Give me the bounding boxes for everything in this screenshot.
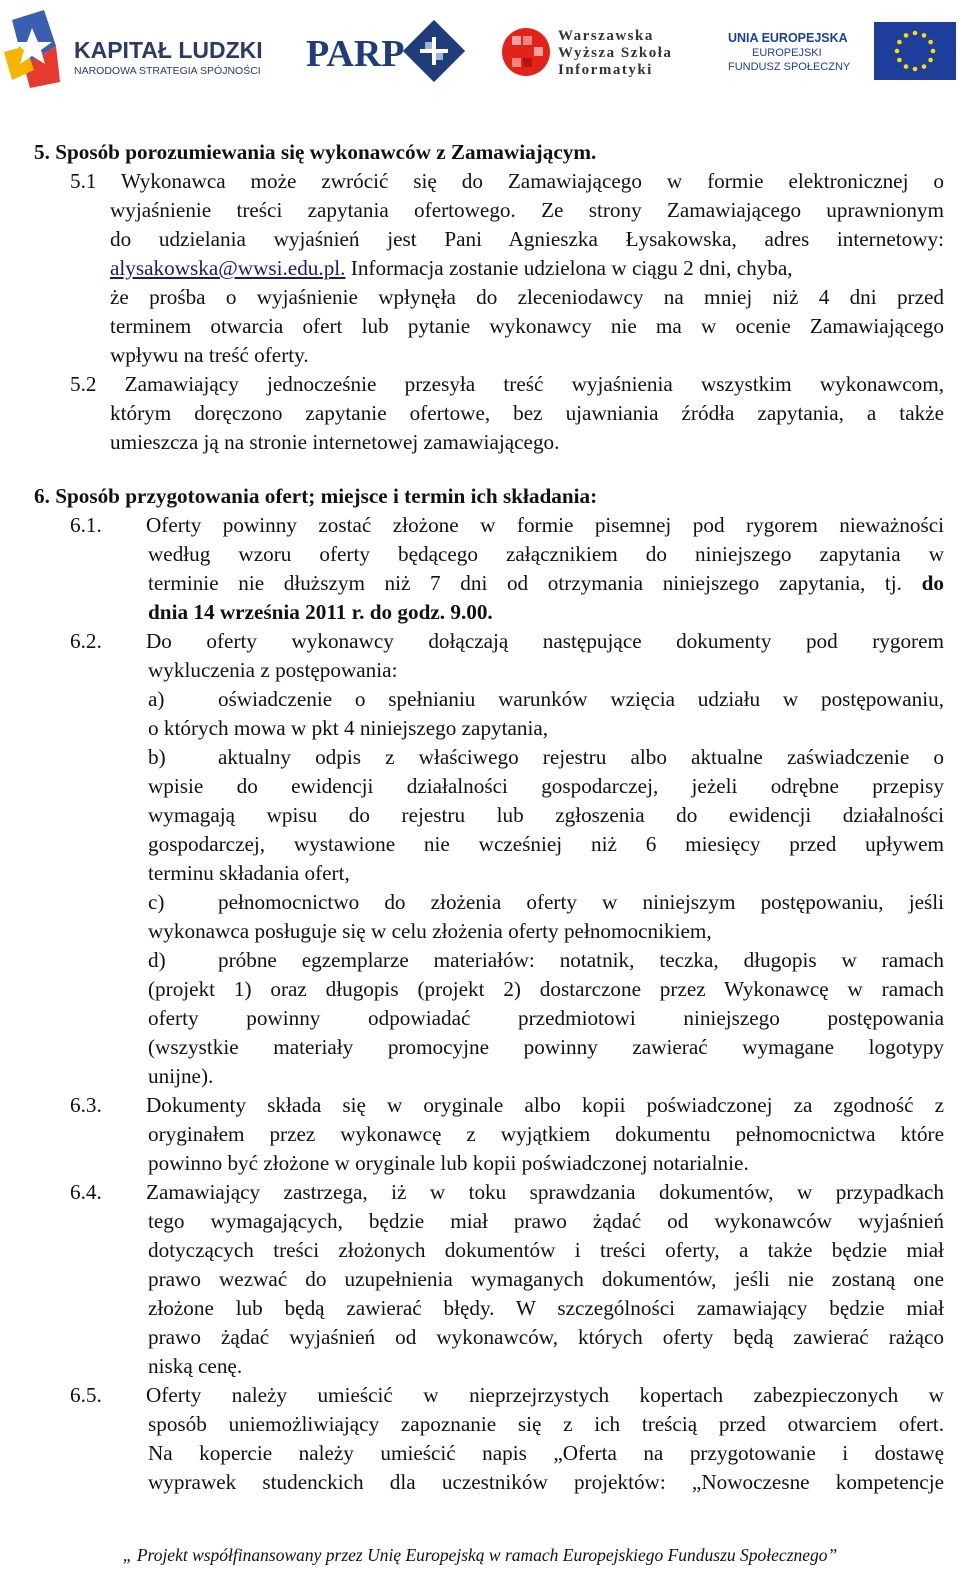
p51-line-4-rest: Informacja zostanie udzielona w ciągu 2 dni, chyba, (345, 256, 793, 280)
p62-d-label: d) (148, 948, 166, 972)
eu-star-icon (922, 64, 927, 69)
wwsi-line2: Wyższa Szkoła (558, 45, 673, 61)
p62-b-line-5: terminu składania ofert, (148, 861, 350, 885)
p62-line-1: Do oferty wykonawcy dołączają następujące dokumenty pod rygorem (146, 629, 944, 653)
eu-star-icon (904, 33, 909, 38)
eu-star-icon (922, 33, 927, 38)
p65-line-4: wyprawek studenckich dla uczestników projektów: „Nowoczesne kompetencje (148, 1470, 944, 1494)
wwsi-line1: Warszawska (558, 28, 654, 44)
p52-line-1: 5.2 Zamawiający jednocześnie przesyła treść wyjaśnienia wszystkim wykonawcom, (70, 372, 944, 396)
parp-diamond-icon (403, 20, 465, 82)
eu-logo (726, 22, 958, 82)
p65-number: 6.5. (70, 1383, 102, 1407)
eu-star-icon (928, 40, 933, 45)
p64-number: 6.4. (70, 1180, 102, 1204)
p65-line-2: sposób uniemożliwiający zapoznanie się z ich treścią przed otwarciem ofert. (148, 1412, 944, 1436)
header-logo-bar (0, 0, 960, 100)
eu-star-icon (928, 58, 933, 63)
p61-line-2: według wzoru oferty będącego załącznikiem do niniejszego zapytania w (148, 542, 944, 566)
p61-number: 6.1. (70, 513, 102, 537)
p62-c-line-2: wykonawca posługuje się w celu złożenia oferty pełnomocnikiem, (148, 919, 712, 943)
p61-line-3-text: terminie nie dłuższym niż 7 dni od otrzymania niniejszego zapytania, tj. (148, 571, 922, 595)
contact-email-link[interactable]: alysakowska@wwsi.edu.pl. (110, 256, 346, 280)
eu-star-icon (913, 31, 918, 36)
kapital-ludzki-emblem-icon (4, 10, 60, 88)
kapital-ludzki-logo (4, 6, 274, 92)
wwsi-emblem-icon (502, 28, 550, 76)
p62-b-line-3: wymagają wpisu do rejestru lub zgłoszenia do ewidencji działalności (148, 803, 944, 827)
parp-logo (306, 20, 471, 82)
eu-star-icon (897, 40, 902, 45)
p52-line-3: umieszcza ją na stronie internetowej zamawiającego. (110, 430, 560, 454)
p62-d-line-2: (projekt 1) oraz długopis (projekt 2) dostarczone przez Wykonawcę w ramach (148, 977, 944, 1001)
section-6-heading: 6. Sposób przygotowania ofert; miejsce i termin ich składania: (34, 484, 598, 508)
p63-line-3: powinno być złożone w oryginale lub kopii poświadczonej notarialnie. (148, 1151, 749, 1175)
p62-b-line-4: gospodarczej, wystawione nie wcześniej niż 6 miesięcy przed upływem (148, 832, 944, 856)
p62-d-line-1: próbne egzemplarze materiałów: notatnik, teczka, długopis w ramach (218, 948, 944, 972)
p64-line-5: złożone lub będą zawierać błędy. W szczególności zamawiający będzie miał (148, 1296, 944, 1320)
p51-line-6: terminem otwarcia ofert lub pytanie wykonawcy nie ma w ocenie Zamawiającego (110, 314, 944, 338)
p62-c-line-1: pełnomocnictwo do złożenia oferty w niniejszym postępowaniu, jeśli (218, 890, 944, 914)
parp-name: PARP (306, 33, 405, 75)
p61-line-1: Oferty powinny zostać złożone w formie pisemnej pod rygorem nieważności (146, 513, 944, 537)
eu-star-icon (904, 64, 909, 69)
p51-line-7: wpływu na treść oferty. (110, 343, 309, 367)
p64-line-2: tego wymagających, będzie miał prawo żądać od wykonawców wyjaśnień (148, 1209, 944, 1233)
p65-line-1: Oferty należy umieścić w nieprzejrzystych kopertach zabezpieczonych w (146, 1383, 944, 1407)
p51-line-3: do udzielania wyjaśnień jest Pani Agnieszka Łysakowska, adres internetowy: (110, 227, 944, 251)
page-footer: „ Projekt współfinansowany przez Unię Europejską w ramach Europejskiego Funduszu Społecznego” (122, 1545, 838, 1565)
p62-b-line-2: wpisie do ewidencji działalności gospodarczej, jeżeli odrębne przepisy (148, 774, 944, 798)
eu-star-icon (913, 67, 918, 72)
p51-line-2: wyjaśnienie treści zapytania ofertowego. Ze strony Zamawiającego uprawnionym (110, 198, 944, 222)
p62-d-line-4: (wszystkie materiały promocyjne powinny zawierać wymagane logotypy (148, 1035, 944, 1059)
eu-line3: FUNDUSZ SPOŁECZNY (728, 61, 851, 73)
p62-a-line-1: oświadczenie o spełnianiu warunków wzięcia udziału w postępowaniu, (218, 687, 944, 711)
eu-line1: UNIA EUROPEJSKA (728, 31, 848, 45)
p62-d-line-3: oferty powinny odpowiadać przedmiotowi niniejszego postępowania (148, 1006, 944, 1030)
p62-b-label: b) (148, 745, 166, 769)
p62-a-label: a) (148, 687, 165, 711)
p62-a-line-2: o których mowa w pkt 4 niniejszego zapytania, (148, 716, 549, 740)
eu-star-icon (897, 58, 902, 63)
p63-line-1: Dokumenty składa się w oryginale albo kopii poświadczonej za zgodność z (146, 1093, 944, 1117)
p64-line-4: prawo wezwać do uzupełnienia wymaganych dokumentów, jeśli nie zostaną one (148, 1267, 944, 1291)
p64-line-6: prawo żądać wyjaśnień od wykonawców, których oferty będą zawierać rażąco (148, 1325, 944, 1349)
eu-star-icon (895, 49, 900, 54)
wwsi-line3: Informatyki (558, 62, 653, 78)
p65-line-3: Na kopercie należy umieścić napis „Oferta na przygotowanie i dostawę (148, 1441, 944, 1465)
kapital-ludzki-name: KAPITAŁ LUDZKI (74, 37, 263, 63)
wwsi-logo (500, 24, 690, 80)
p51-line-5: że prośba o wyjaśnienie wpłynęła do zleceniodawcy na mniej niż 4 dni przed (110, 285, 944, 309)
kapital-ludzki-subtitle: NARODOWA STRATEGIA SPÓJNOŚCI (74, 65, 261, 77)
p62-b-line-1: aktualny odpis z właściwego rejestru albo aktualne zaświadczenie o (218, 745, 944, 769)
p64-line-3: dotyczących treści złożonych dokumentów i treści oferty, a także będzie miał (148, 1238, 944, 1262)
p61-line-3 (148, 569, 944, 598)
p62-c-label: c) (148, 890, 165, 914)
p62-line-2: wykluczenia z postępowania: (148, 658, 398, 682)
p61-line-3-deadline-start: do (921, 571, 944, 595)
eu-flag-icon (874, 22, 956, 80)
eu-line2: EUROPEJSKI (752, 47, 822, 59)
p51-line-4 (110, 254, 944, 283)
p51-line-1: 5.1 Wykonawca może zwrócić się do Zamawiającego w formie elektronicznej o (70, 169, 944, 193)
eu-star-icon (931, 49, 936, 54)
p61-deadline: dnia 14 września 2011 r. do godz. 9.00. (148, 600, 493, 624)
p64-line-7: niską cenę. (148, 1354, 243, 1378)
p52-line-2: którym doręczono zapytanie ofertowe, bez ujawniania źródła zapytania, a także (110, 401, 944, 425)
p63-number: 6.3. (70, 1093, 102, 1117)
p62-d-line-5: unijne). (148, 1064, 214, 1088)
p63-line-2: oryginałem przez wykonawcę z wyjątkiem dokumentu pełnomocnictwa które (148, 1122, 944, 1146)
p64-line-1: Zamawiający zastrzega, iż w toku sprawdzania dokumentów, w przypadkach (146, 1180, 944, 1204)
p62-number: 6.2. (70, 629, 102, 653)
section-5-heading: 5. Sposób porozumiewania się wykonawców z Zamawiającym. (34, 140, 597, 164)
